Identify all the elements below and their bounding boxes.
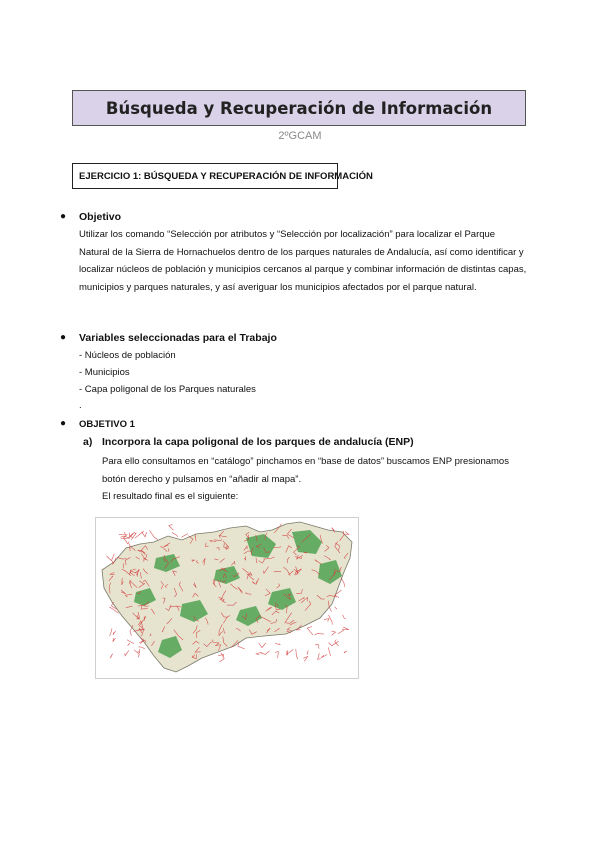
- course-subtitle: 2ºGCAM: [278, 130, 322, 142]
- objetivo-paragraph: Utilizar los comando “Selección por atributos y “Selección por localización” para localizar el Parque Natural de la Sierra de Hornachuelos dentro de los parques naturales de Andalucía, así como identificar y localizar núcleos de población y municipios cercanos al parque y combinar información de distintas capas, municipios y parques naturales, y así averiguar los municipios afectados por el parque natural.: [79, 229, 527, 293]
- boundary-line: [125, 650, 129, 655]
- boundary-line: [238, 642, 245, 649]
- boundary-line: [113, 631, 116, 635]
- andalucia-enp-map: [95, 517, 359, 679]
- bullet-icon: ●: [60, 211, 67, 222]
- map-image: [96, 518, 358, 678]
- boundary-line: [343, 615, 346, 619]
- boundary-line: [341, 578, 345, 587]
- result-text: El resultado final es el siguiente:: [102, 491, 239, 502]
- boundary-line: [172, 533, 178, 537]
- subsection-letter: a): [83, 436, 93, 448]
- boundary-line: [275, 652, 279, 659]
- boundary-line: [119, 532, 126, 535]
- variable-item: - Capa poligonal de los Parques naturales: [79, 384, 256, 395]
- subsection-paragraph: Para ello consultamos en “catálogo” pinchamos en “base de datos” buscamos ENP presionamos botón derecho y pulsamos en “añadir al mapa”.: [102, 456, 509, 485]
- boundary-line: [256, 652, 262, 655]
- bullet-icon: ●: [60, 332, 67, 343]
- boundary-line: [181, 534, 188, 538]
- title-box: [72, 90, 526, 126]
- boundary-line: [307, 627, 313, 635]
- boundary-line: [107, 554, 115, 561]
- boundary-line: [318, 653, 321, 659]
- boundary-line: [135, 531, 144, 538]
- boundary-line: [307, 651, 308, 655]
- boundary-line: [138, 649, 140, 653]
- boundary-line: [127, 640, 134, 644]
- boundary-line: [338, 629, 344, 634]
- boundary-line: [261, 651, 270, 655]
- objetivo-heading: Objetivo: [79, 211, 122, 223]
- boundary-line: [335, 607, 337, 609]
- boundary-line: [345, 532, 349, 535]
- boundary-line: [259, 643, 266, 648]
- boundary-line: [315, 644, 319, 648]
- boundary-line: [286, 650, 293, 656]
- exercise-label-box: [72, 163, 373, 189]
- boundary-line: [138, 647, 144, 649]
- boundary-line: [110, 654, 113, 659]
- boundary-line: [332, 631, 336, 635]
- boundary-line: [113, 638, 116, 642]
- objetivo1-heading: OBJETIVO 1: [79, 419, 135, 430]
- boundary-line: [328, 648, 330, 657]
- boundary-line: [124, 534, 128, 544]
- boundary-line: [315, 634, 324, 635]
- bullet-icon: ●: [60, 418, 67, 429]
- variable-item: - Municipios: [79, 367, 130, 378]
- subsection-heading: Incorpora la capa poligonal de los parques de andalucía (ENP): [102, 436, 414, 448]
- boundary-line: [296, 649, 298, 659]
- boundary-line: [150, 530, 158, 539]
- variables-heading: Variables seleccionadas para el Trabajo: [79, 332, 277, 344]
- variable-item: - Núcleos de población: [79, 350, 176, 361]
- boundary-line: [321, 655, 327, 658]
- boundary-line: [275, 643, 280, 644]
- boundary-line: [134, 650, 139, 657]
- document-title: Búsqueda y Recuperación de Información: [105, 98, 493, 118]
- boundary-line: [220, 653, 225, 662]
- boundary-line: [329, 615, 333, 625]
- boundary-line: [169, 524, 174, 530]
- trailing-dot: .: [79, 400, 82, 411]
- boundary-line: [324, 619, 329, 622]
- boundary-line: [128, 643, 130, 646]
- boundary-line: [303, 656, 307, 661]
- boundary-line: [343, 627, 349, 630]
- boundary-line: [110, 628, 112, 636]
- exercise-label: EJERCICIO 1: BÚSQUEDA Y RECUPERACIÓN DE INFORMACIÓN: [79, 170, 373, 182]
- boundary-line: [344, 651, 347, 653]
